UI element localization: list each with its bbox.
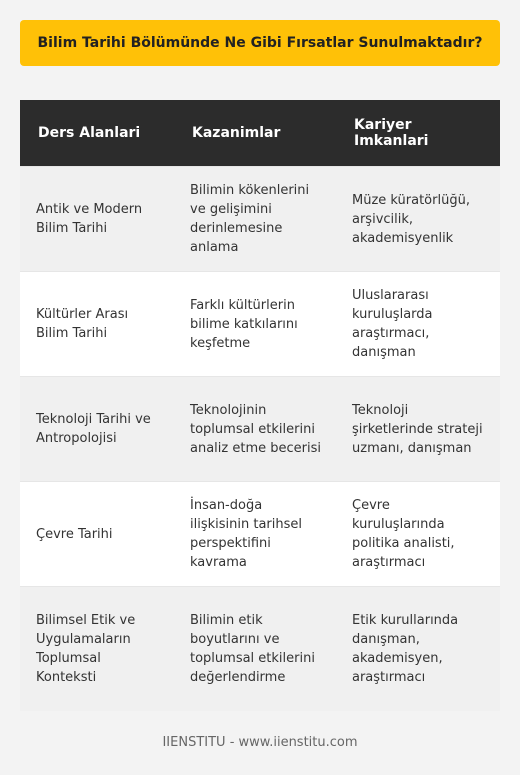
gain-cell: İnsan-doğa ilişkisinin tarihsel perspektifini kavrama [176, 482, 338, 587]
table-header-row [20, 100, 500, 167]
career-cell: Müze küratörlüğü, arşivcilik, akademisyenlik [338, 167, 500, 272]
course-cell: Antik ve Modern Bilim Tarihi [20, 167, 176, 272]
table-row [20, 482, 500, 587]
gain-cell: Farklı kültürlerin bilime katkılarını keşfetme [176, 272, 338, 377]
opportunities-table [20, 100, 500, 711]
column-header-gains: Kazanimlar [176, 100, 338, 167]
course-cell: Kültürler Arası Bilim Tarihi [20, 272, 176, 377]
career-cell: Uluslararası kuruluşlarda araştırmacı, danışman [338, 272, 500, 377]
gain-cell: Bilimin kökenlerini ve gelişimini derinlemesine anlama [176, 167, 338, 272]
page-title: Bilim Tarihi Bölümünde Ne Gibi Fırsatlar Sunulmaktadır? [37, 35, 483, 51]
gain-cell: Teknolojinin toplumsal etkilerini analiz etme becerisi [176, 377, 338, 482]
table-row [20, 587, 500, 711]
career-cell: Etik kurullarında danışman, akademisyen, araştırmacı [338, 587, 500, 711]
table-row [20, 272, 500, 377]
table-row [20, 377, 500, 482]
column-header-courses: Ders Alanlari [20, 100, 176, 167]
career-cell: Çevre kuruluşlarında politika analisti, araştırmacı [338, 482, 500, 587]
column-header-careers: Kariyer Imkanlari [338, 100, 500, 167]
career-cell: Teknoloji şirketlerinde strateji uzmanı, danışman [338, 377, 500, 482]
course-cell: Teknoloji Tarihi ve Antropolojisi [20, 377, 176, 482]
course-cell: Bilimsel Etik ve Uygulamaların Toplumsal Konteksti [20, 587, 176, 711]
table-row [20, 167, 500, 272]
title-banner [20, 20, 500, 66]
course-cell: Çevre Tarihi [20, 482, 176, 587]
footer-credit: IIENSTITU - www.iienstitu.com [162, 735, 358, 750]
gain-cell: Bilimin etik boyutlarını ve toplumsal etkilerini değerlendirme [176, 587, 338, 711]
